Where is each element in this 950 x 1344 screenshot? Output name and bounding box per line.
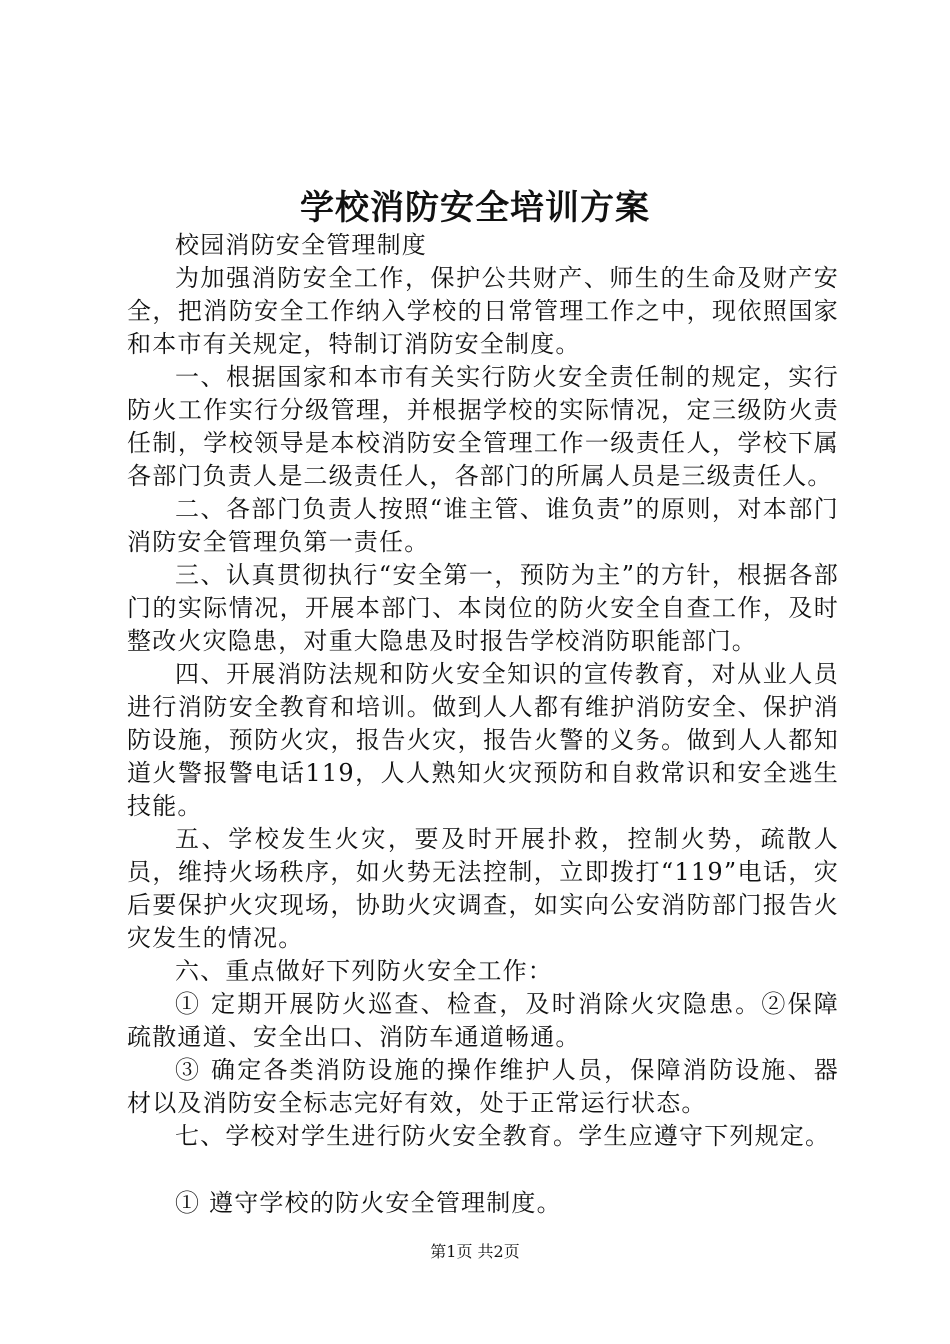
document-body bbox=[127, 229, 839, 1220]
rule-paragraph-3: 三、认真贯彻执行“安全第一，预防为主”的方针，根据各部门的实际情况，开展本部门、本岗位的防火安全自查工作，及时整改火灾隐患，对重大隐患及时报告学校消防职能部门。 bbox=[127, 561, 839, 655]
page-footer: 第1页 共2页 bbox=[430, 1242, 520, 1261]
rule-paragraph-5: 五、学校发生火灾，要及时开展扑救，控制火势，疏散人员，维持火场秩序，如火势无法控制，立即拨打“119”电话，灾后要保护火灾现场，协助火灾调查，如实向公安消防部门报告火灾发生的情况。 bbox=[127, 825, 839, 952]
rule-paragraph-2: 二、各部门负责人按照“谁主管、谁负责”的原则，对本部门消防安全管理负第一责任。 bbox=[127, 495, 839, 556]
student-rule-item-1: ① 遵守学校的防火安全管理制度。 bbox=[175, 1189, 562, 1217]
rule-item-3: ③ 确定各类消防设施的操作维护人员，保障消防设施、器材以及消防安全标志完好有效，处于正常运行状态。 bbox=[127, 1056, 839, 1117]
section-heading: 校园消防安全管理制度 bbox=[175, 231, 427, 259]
rule-item-1-2: ① 定期开展防火巡查、检查，及时消除火灾隐患。②保障疏散通道、安全出口、消防车通道畅通。 bbox=[127, 990, 839, 1051]
intro-paragraph: 为加强消防安全工作，保护公共财产、师生的生命及财产安全，把消防安全工作纳入学校的日常管理工作之中，现依照国家和本市有关规定，特制订消防安全制度。 bbox=[127, 264, 839, 358]
rule-paragraph-1: 一、根据国家和本市有关实行防火安全责任制的规定，实行防火工作实行分级管理，并根据学校的实际情况，定三级防火责任制，学校领导是本校消防安全管理工作一级责任人，学校下属各部门负责人是二级责任人，各部门的所属人员是三级责任人。 bbox=[127, 363, 839, 490]
rule-paragraph-4: 四、开展消防法规和防火安全知识的宣传教育，对从业人员进行消防安全教育和培训。做到人人都有维护消防安全、保护消防设施，预防火灾，报告火灾，报告火警的义务。做到人人都知道火警报警电话119，人人熟知火灾预防和自救常识和安全逃生技能。 bbox=[127, 660, 839, 820]
rule-paragraph-6: 六、重点做好下列防火安全工作： bbox=[175, 957, 553, 985]
rule-paragraph-7: 七、学校对学生进行防火安全教育。学生应遵守下列规定。 bbox=[175, 1122, 831, 1150]
document-title: 学校消防安全培训方案 bbox=[300, 188, 650, 228]
